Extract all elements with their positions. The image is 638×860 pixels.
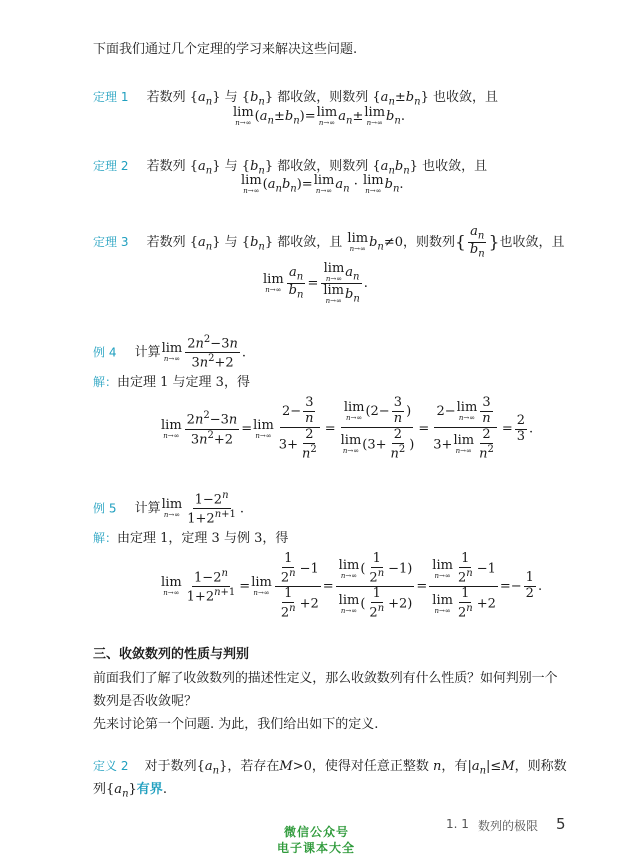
definition-2-text-e: ，则称数 [514, 759, 567, 774]
theorem-3-text-c: 都收敛，且 [277, 235, 343, 251]
example-4-text: 计算 [134, 345, 161, 361]
definition-2-text-a: 对于数列 [144, 759, 197, 774]
theorem-1-text-d: 也收敛，且 [432, 90, 498, 105]
theorem-1-text-c: 都收敛，则数列 [277, 90, 369, 105]
theorem-1-formula: lim n→∞ $(a_n\pm b_n)=$ lim n→∞ $a_n\pm$ lim n→∞ $b_n$. [233, 105, 405, 127]
paragraph-2: 先来讨论第一个问题. 为此，我们给出如下的定义. [93, 717, 379, 732]
theorem-2-text-c: 都收敛，则数列 [277, 159, 369, 174]
definition-2-bounded: 有界 [136, 782, 163, 797]
theorem-2-label: 定理 2 [93, 159, 129, 173]
theorem-3-label: 定理 3 [93, 235, 129, 250]
theorem-2: 定理 2 若数列 $\{a_n\}$ 与 $\{b_n\}$ 都收敛，则数列 $\{a_nb_n\}$ 也收敛，且 [93, 159, 488, 177]
theorem-3-text-a: 若数列 [146, 235, 186, 251]
watermark-line-1: 微信公众号 [284, 825, 350, 839]
footer-section: 1. 1 [446, 817, 469, 831]
example-4-solution-label: 解： [93, 375, 118, 389]
theorem-1-label: 定理 1 [93, 90, 129, 104]
definition-2-text-b: ，若存在 [227, 759, 280, 774]
theorem-1-text-a: 若数列 [146, 90, 186, 105]
example-5-solution [93, 527, 288, 546]
example-5: 例 5 计算 lim n→∞ $\frac{1-2^n}{1+2^{n+1}}$ . [93, 490, 245, 527]
theorem-3-text-d: ，则数列 [403, 235, 456, 251]
example-5-solution-label: 解： [93, 531, 118, 545]
watermark-line-2: 电子课本大全 [277, 841, 356, 855]
intro-text: 下面我们通过几个定理的学习来解决这些问题. [93, 42, 358, 57]
example-4-solution [93, 371, 250, 390]
theorem-2-text-a: 若数列 [146, 159, 186, 174]
example-4-solution-text: 由定理 1 与定理 3，得 [117, 375, 250, 390]
paragraph-1-line-2: 数列是否收敛呢？ [93, 694, 198, 709]
example-4: 例 4 计算 lim n→∞ $\frac{2n^2-3n}{3n^2+2}$ . [93, 334, 246, 371]
theorem-3-text-b: 与 [224, 235, 238, 251]
example-5-solution-text: 由定理 1，定理 3 与例 3，得 [117, 531, 289, 546]
theorem-2-formula: lim n→∞ $(a_nb_n)=$ lim n→∞ $a_n$ · lim n→∞ $b_n$. [241, 173, 404, 195]
definition-2-text-c: ，使得对任意正整数 [311, 759, 429, 774]
definition-2-text-d: ，有 [441, 759, 468, 774]
definition-2-label: 定义 2 [93, 759, 129, 773]
example-5-text: 计算 [134, 501, 161, 517]
example-4-formula: lim n→∞ $\frac{2n^2-3n}{3n^2+2}$ = lim n→∞ 2− $\frac{3}{n}$ 3+ $\frac{2}{n^2}$ = lim n→∞ (2− $\frac{3}{n}$ ) lim n→∞ (3+ $\frac{2}{n^2}$ ) = 2− lim n→∞ $\frac{3}{n}$ 3+ lim n→∞ $\frac{2}{n^2}$ = $\frac{2}{3}$ . [161, 395, 534, 462]
section-3-title: 三、收敛数列的性质与判别 [93, 647, 250, 662]
footer-chapter: 数列的极限 [478, 819, 539, 833]
page-number: 5 [556, 815, 566, 833]
theorem-3-text-e: 也收敛，且 [499, 235, 565, 251]
theorem-2-text-d: 也收敛，且 [422, 159, 488, 174]
example-4-label: 例 4 [93, 345, 117, 360]
theorem-3: 定理 3 若数列 $\{a_n\}$ 与 $\{b_n\}$ 都收敛，且 lim n→∞ $b_n\ne 0$，则数列{ $\frac{a_n}{b_n}$ }也收敛，且 [93, 224, 565, 260]
paragraph-1-line-1: 前面我们了解了收敛数列的描述性定义，那么收敛数列有什么性质？如何判别一个 [93, 671, 558, 686]
theorem-1: 定理 1 若数列 $\{a_n\}$ 与 $\{b_n\}$ 都收敛，则数列 $\{a_n\pm b_n\}$ 也收敛，且 [93, 90, 498, 108]
definition-2-line-2: 列$\{a_n\}$有界. [93, 782, 167, 800]
definition-2: 定义 2 对于数列$\{a_n\}$，若存在M>0，使得对任意正整数 n，有$|a_n|\le M$，则称数 [93, 759, 567, 777]
definition-2-end: . [162, 782, 167, 797]
example-5-label: 例 5 [93, 501, 117, 516]
example-5-formula: lim n→∞ $\frac{1-2^n}{1+2^{n+1}}$ = lim n→∞ $\frac{1}{2^n}$ −1 $\frac{1}{2^n}$ +2 = lim n→∞ ( $\frac{1}{2^n}$ −1) lim n→∞ ( $\frac{1}{2^n}$ +2) = lim n→∞ $\frac{1}{2^n}$ −1 lim n→∞ $\frac{1}{2^n}$ +2 =− $\frac{1}{2}$ . [161, 551, 543, 621]
definition-2-text-f: 列 [93, 782, 107, 797]
theorem-2-text-b: 与 [224, 159, 238, 174]
theorem-1-text-b: 与 [224, 90, 238, 105]
theorem-3-formula: lim n→∞ $\frac{a_n}{b_n}$ = lim n→∞ $a_n$ lim n→∞ $b_n$ . [263, 261, 368, 306]
